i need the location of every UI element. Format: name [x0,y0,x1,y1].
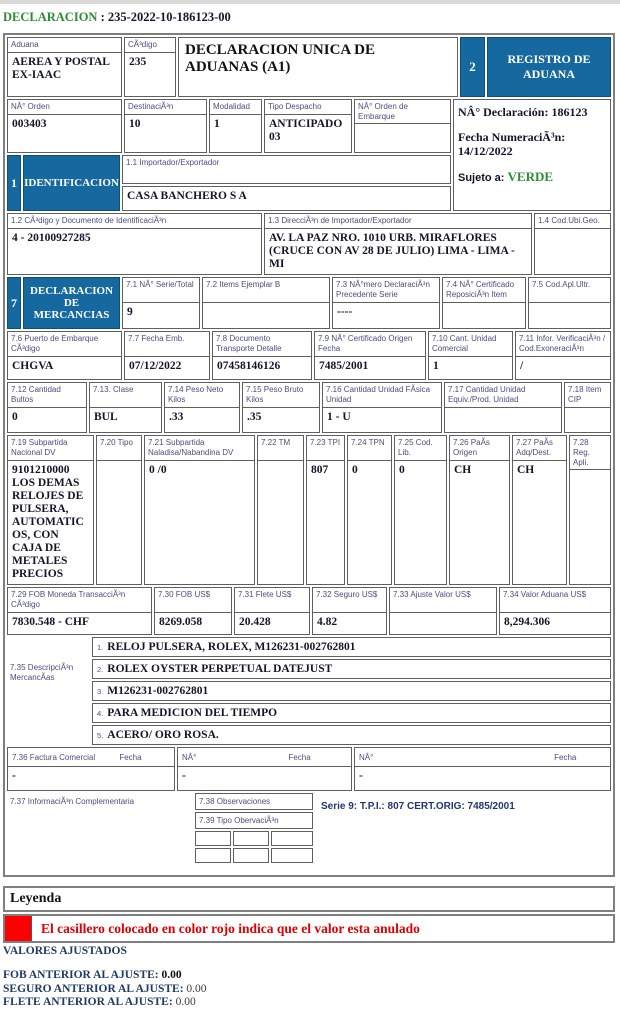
descripcion-items [92,637,611,745]
field-label: Modalidad [210,100,261,115]
top-strip [0,0,620,4]
info-complementaria-label: 7.37 InformaciÃ³n Complementaria [10,797,135,806]
field-value: ---- [337,306,353,318]
field-value: 20.428 [239,616,271,628]
item-text: PARA MEDICION DEL TIEMPO [107,707,278,719]
field-value: 7830.548 - CHF [12,616,89,628]
field-value: 4.82 [317,616,338,628]
field-value: 7485/2001 [319,360,369,372]
field-factura-2 [177,747,352,791]
info-complementaria-row [7,793,611,873]
field-value: - [182,770,186,782]
field-label: DestinaciÃ³n [125,100,206,115]
field-value [97,461,141,584]
field-label: 1.2 CÃ³digo y Documento de IdentificaciÃ³n [8,214,261,229]
field-label: 7.26 PaÃs Origen [450,436,509,461]
field-label: 7.27 PaÃs Adq/Dest. [513,436,566,461]
field-pais-adq-dest [512,435,567,585]
field-reg-apli [569,435,611,585]
field-value: 1 - U [327,411,351,423]
field-destinacion [124,99,207,153]
field-tm [257,435,304,585]
field-orden-embarque [354,99,451,153]
declaration-label: DECLARACION [3,10,98,24]
field-fob-usd [154,587,232,635]
field-label: 7.7 Fecha Emb. [125,332,209,357]
field-label: 7.14 Peso Neto Kilos [165,383,239,408]
field-tipo-despacho [264,99,352,153]
field-cantidad-unidad-equiv [444,382,562,433]
leyenda-title: Leyenda [10,891,62,906]
field-value: 07/12/2022 [129,360,182,372]
field-direccion [264,213,532,275]
field-cantidad-unidad-fisica [322,382,442,433]
field-num-orden [7,99,122,153]
fecha-label: Fecha [554,752,577,762]
field-label: 7.18 Item CIP [565,383,610,408]
field-value: 1 [433,360,439,372]
fecha-label: Fecha [288,752,311,762]
field-subpartida-naladisa [144,435,255,585]
field-label: 7.23 TPI [307,436,344,461]
field-label: 7.31 Flete US$ [235,588,309,613]
field-tpn [347,435,392,585]
descripcion-label: 7.35 DescripciÃ³n MercancÃas [10,663,74,682]
ajuste-value: 0.00 [175,996,196,1008]
observation-code-box [195,831,231,846]
order-ident-left [7,99,451,211]
field-value [535,229,610,274]
valores-row [7,587,611,635]
field-valor-aduana [499,587,611,635]
ajuste-label: FLETE ANTERIOR AL AJUSTE: [3,996,176,1008]
field-label: 7.21 Subpartida Naladisa/Nabandina DV [145,436,254,461]
field-label: 1.3 DirecciÃ³n de Importador/Exportador [265,214,531,229]
field-value: AV. LA PAZ NRO. 1010 URB. MIRAFLORES (CRUCE CON AV 28 DE JULIO) LIMA - LIMA - MI [269,232,515,270]
field-value: - [359,770,363,782]
declaration-number-header [3,10,620,25]
field-value: 4 - 20100927285 [12,232,91,244]
field-value: 807 [311,464,329,476]
header-row [7,37,611,97]
address-row [7,213,611,275]
fecha-label: Fecha [119,752,142,762]
observation-code-box [271,831,313,846]
field-codigo [124,37,176,97]
field-aduana [7,37,122,97]
field-label: 7.32 Seguro US$ [313,588,386,613]
declaration-value: 235-2022-10-186123-00 [107,10,231,24]
field-importador-value-box [122,186,451,211]
fecha-numeracion-line: Fecha NumeraciÃ³n: 14/12/2022 [458,130,566,158]
field-label: NÂ° Orden de Embarque [355,100,450,124]
field-infor-verificacion [515,331,611,380]
field-label-group [8,748,174,767]
valores-ajustados-lines [3,969,620,1010]
field-label: 7.25 Cod. Lib. [395,436,446,461]
field-value: BUL [94,411,118,423]
item-number: 4. [97,708,104,718]
item-text: ACERO/ ORO ROSA. [107,729,219,741]
field-value: 0 [399,464,405,476]
field-label: 7.13. Clase [90,383,161,408]
field-peso-neto [164,382,240,433]
ajuste-label: SEGURO ANTERIOR AL AJUSTE: [3,982,187,995]
item-number: 5. [97,730,104,740]
field-value: CHGVA [12,360,54,372]
field-label-group [355,748,610,767]
field-label: 7.19 Subpartida Nacional DV [8,436,93,461]
order-row [7,99,451,153]
field-tpi [306,435,345,585]
declaration-summary-panel [453,99,611,211]
field-label: 7.20 Tipo [97,436,141,461]
field-label: 7.6 Puerto de Embarque CÃ³digo [8,332,121,357]
field-label: 1.4 Cod.Ubi.Geo. [535,214,610,229]
field-value [529,303,610,328]
field-value: 1 [214,118,220,130]
item-number: 1. [97,642,104,652]
identificacion-row [7,155,451,211]
field-ajuste-valor [389,587,497,635]
field-label: NÂ° Orden [8,100,121,115]
field-cod-ubi-geo [534,213,611,275]
field-label: CÃ³digo [125,38,175,53]
field-label: 7.2 Items Ejemplar B [203,278,329,303]
subpartida-row [7,435,611,585]
field-value [258,461,303,584]
field-label: 7.22 TM [258,436,303,461]
declaration-separator: : [97,10,108,24]
field-value [445,408,561,432]
serie-note-text: Serie 9: T.P.I.: 807 CERT.ORIG: 7485/2001 [321,801,515,812]
ajuste-value: 0.00 [186,982,207,995]
field-value [443,303,525,328]
observaciones-label: 7.38 Observaciones [195,793,313,810]
descripcion-item [92,725,611,745]
leyenda-red-row [3,914,615,943]
field-label: 7.3 NÂ°mero DeclaraciÃ³n Precedente Serie [333,278,439,303]
field-label: 7.9 NÂ° Certificado Origen Fecha [315,332,425,357]
observation-code-box [233,848,269,863]
field-serie-total [122,277,200,329]
item-number: 2. [97,664,104,674]
item-text: M126231-002762801 [107,685,209,697]
field-label: 7.30 FOB US$ [155,588,231,613]
field-factura-3 [354,747,611,791]
field-label: 7.29 FOB Moneda TransacciÃ³n CÃ³digo [8,588,151,613]
field-value: AEREA Y POSTAL EX-IAAC [12,56,110,81]
field-cant-unidad-comercial [428,331,513,380]
field-value [565,408,610,432]
field-value: 9 [127,306,133,318]
field-fecha-emb [124,331,210,380]
field-value: 07458146126 [217,360,281,372]
ajuste-line-seguro [3,983,620,997]
field-subpartida-nacional [7,435,94,585]
field-cod-apl-ultr [528,277,611,329]
descripcion-item [92,681,611,701]
field-peso-bruto [242,382,320,433]
field-label: 7.15 Peso Bruto Kilos [243,383,319,408]
field-label: 7.8 Documento Transporte Detalle [213,332,311,357]
field-label: 7.10 Cant. Unidad Comercial [429,332,512,357]
numero-label: NÂ° [359,752,374,762]
field-value: .33 [169,411,184,423]
order-ident-wrapper [7,99,611,211]
field-pais-origen [449,435,510,585]
field-cantidad-bultos [7,382,87,433]
field-flete-usd [234,587,310,635]
declaration-num-line: NÂ° Declaración: 186123 [458,105,588,119]
field-label: 7.16 Cantidad Unidad FÃsica Unidad [323,383,441,408]
ajuste-line-flete [3,996,620,1010]
factura-row [7,747,611,791]
field-label: 7.34 Valor Aduana US$ [500,588,610,613]
item-number: 3. [97,686,104,696]
field-label: 7.28 Reg. Apli. [570,436,610,470]
field-value: ANTICIPADO 03 [269,118,343,143]
identificacion-section-number: 1 [7,155,21,211]
tipo-observacion-label: 7.39 Tipo ObervaciÃ³n [195,812,313,829]
item-text: ROLEX OYSTER PERPETUAL DATEJUST [107,663,333,675]
field-label: Aduana [8,38,121,53]
form-title: DECLARACION UNICA DE ADUANAS (A1) [178,37,458,97]
sujeto-line [458,169,606,185]
sujeto-value: VERDE [507,169,554,184]
field-value: 235 [129,56,147,68]
field-label: 7.11 Infor. VerificaciÃ³n / Cod.ExoneraciÃ³n [516,332,610,357]
field-doc-transporte [212,331,312,380]
field-value: 8269.058 [159,616,203,628]
item-text: RELOJ PULSERA, ROLEX, M126231-002762801 [107,641,356,653]
field-value: / [520,360,524,372]
field-label: Tipo Despacho [265,100,351,115]
embarque-row [7,331,611,380]
descripcion-row [7,637,611,745]
identificacion-section-title: IDENTIFICACION [23,155,120,211]
field-value [390,613,496,634]
observation-code-box [195,848,231,863]
field-value [570,470,610,584]
importador-cells [122,155,451,211]
field-value: CH [517,464,535,476]
field-value: 0 /0 [149,464,167,476]
field-label: 7.5 Cod.Apl.Ultr. [529,278,610,303]
field-clase [89,382,162,433]
mercancias-section-title: DECLARACION DE MERCANCIAS [23,277,120,329]
field-doc-identificacion [7,213,262,275]
field-certificado-reposicion [442,277,526,329]
field-value: 0 [352,464,358,476]
ajuste-value: 0.00 [161,969,182,981]
observacion-boxes-row [195,848,313,863]
registro-section-number: 2 [460,37,485,97]
observation-code-box [233,831,269,846]
field-puerto-embarque [7,331,122,380]
field-value: CASA BANCHERO S A [127,190,247,203]
observation-code-box [271,848,313,863]
leyenda-text: El casillero colocado en color rojo indica que el valor esta anulado [41,920,420,936]
field-label: 1.1 Importador/Exportador [126,158,220,167]
sujeto-label: Sujeto a: [458,172,508,184]
registro-section-title: REGISTRO DE ADUANA [487,37,611,97]
red-legend-swatch [5,916,32,941]
peso-row [7,382,611,433]
field-factura-comercial [7,747,175,791]
field-importador-label-box [122,155,451,184]
numero-label: NÂ° [182,752,197,762]
field-value: 9101210000 LOS DEMAS RELOJES DE PULSERA, AUTOMATICOS, CON CAJA DE METALES PRECIOS [12,464,84,580]
ajuste-line-fob [3,969,620,983]
field-label: 7.36 Factura Comercial [12,752,96,762]
field-certificado-origen [314,331,426,380]
field-value: 003403 [12,118,47,130]
mercancias-header-row [7,277,611,329]
field-label: 7.1 NÂ° Serie/Total [123,278,199,303]
descripcion-item [92,637,611,657]
customs-form [3,33,615,877]
field-item-cip [564,382,611,433]
mercancias-section-number: 7 [7,277,21,329]
field-value: 10 [129,118,141,130]
field-label: 7.24 TPN [348,436,391,461]
valores-ajustados-title: VALORES AJUSTADOS [3,945,127,957]
field-modalidad [209,99,262,153]
field-items-ejemplar [202,277,330,329]
field-value [203,303,329,328]
field-cod-lib [394,435,447,585]
field-declaracion-precedente [332,277,440,329]
field-value: 8,294.306 [504,616,550,628]
field-value: .35 [247,411,262,423]
field-value: - [12,770,16,782]
field-label: 7.4 NÂ° Certificado ReposiciÃ³n Item [443,278,525,303]
field-label: 7.17 Cantidad Unidad Equiv./Prod. Unidad [445,383,561,408]
leyenda-title-box [3,886,615,912]
field-fob-moneda [7,587,152,635]
field-value: CH [454,464,472,476]
ajuste-label: FOB ANTERIOR AL AJUSTE: [3,969,162,981]
observaciones-column [195,793,313,873]
field-tipo [96,435,142,585]
descripcion-item [92,703,611,723]
field-label: 7.12 Cantidad Bultos [8,383,86,408]
observacion-boxes-row [195,831,313,846]
descripcion-item [92,659,611,679]
serie-note-area [315,793,611,873]
field-seguro-usd [312,587,387,635]
field-value [355,124,450,152]
field-label-group [178,748,351,767]
field-value: 0 [12,411,18,423]
field-label: 7.33 Ajuste Valor US$ [390,588,496,613]
